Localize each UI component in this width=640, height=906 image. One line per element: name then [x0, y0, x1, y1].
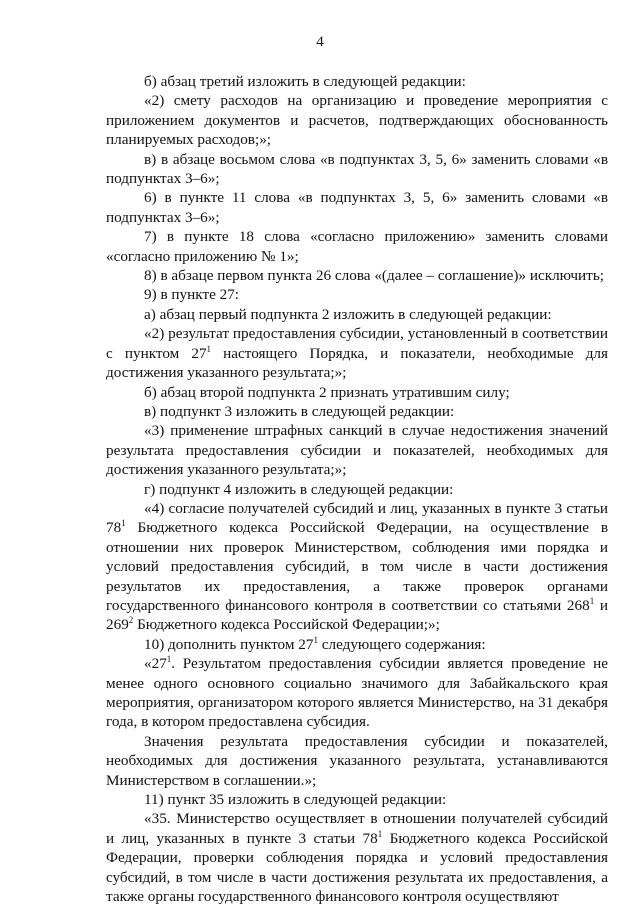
- text-run: «27: [144, 655, 167, 673]
- superscript: 1: [589, 595, 595, 606]
- paragraph: [106, 499, 608, 635]
- paragraph: [106, 732, 608, 790]
- page-number: 4: [316, 34, 324, 50]
- paragraph: [106, 324, 608, 382]
- paragraph: [106, 150, 608, 189]
- text-run: «4) согласие получателей субсидий и лиц, указанных в пункте 3 статьи 78: [106, 499, 608, 537]
- superscript: 1: [313, 634, 318, 645]
- superscript: 1: [121, 518, 126, 529]
- text-run: «2) смету расходов на организацию и проведение мероприятия с приложением документов и расчетов, подтверждающих обоснованность планируемых расходов;»;: [106, 92, 608, 149]
- text-run: б) абзац третий изложить в следующей редакции:: [144, 73, 466, 90]
- text-run: в) в абзаце восьмом слова «в подпунктах 3, 5, 6» заменить словами «в подпунктах 3–6»;: [106, 150, 608, 188]
- paragraph: [106, 227, 608, 266]
- paragraph: [106, 266, 608, 285]
- superscript: 1: [377, 828, 383, 839]
- paragraph: [106, 809, 608, 906]
- text-run: Значения результата предоставления субсидии и показателей, необходимых для достижения указанного результата, устанавливаются Министерством в соглашении.»;: [106, 732, 608, 789]
- text-run: г) подпункт 4 изложить в следующей редакции:: [144, 480, 454, 498]
- paragraph: [106, 188, 608, 227]
- paragraph: [106, 480, 608, 499]
- paragraph: [106, 654, 608, 732]
- paragraph: [106, 790, 608, 809]
- paragraph: [106, 72, 608, 91]
- paragraph: [106, 305, 608, 324]
- text-run: 9) в пункте 27:: [144, 286, 240, 304]
- text-run: 8) в абзаце первом пункта 26 слова «(далее – соглашение)» исключить;: [144, 267, 604, 285]
- text-run: Бюджетного кодекса Российской Федерации;»;: [133, 616, 440, 634]
- text-run: «35. Министерство осуществляет в отношении получателей субсидий и лиц, указанных в пункте 3 статьи 78: [106, 810, 608, 847]
- text-run: настоящего Порядка, и показатели, необходимые для достижения указанного результата;»;: [106, 344, 608, 382]
- paragraph: [106, 383, 608, 402]
- text-run: а) абзац первый подпункта 2 изложить в следующей редакции:: [144, 305, 552, 323]
- superscript: 1: [166, 654, 172, 665]
- text-run: 11) пункт 35 изложить в следующей редакции:: [144, 791, 447, 809]
- text-run: б) абзац второй подпункта 2 признать утратившим силу;: [144, 383, 510, 401]
- paragraph: [106, 285, 608, 304]
- text-run: «3) применение штрафных санкций в случае недостижения значений результата предоставления субсидии и показателей, необходимых для достижения указанного результата;»;: [106, 422, 608, 479]
- document-body: [106, 72, 608, 906]
- text-run: Бюджетного кодекса Российской Федерации, проверки соблюдения порядка и условий предоставления субсидий, в том числе в части достижения результата их предоставления, а также органы государственного финансового контроля осуществляют: [106, 829, 609, 906]
- superscript: 2: [128, 615, 134, 626]
- superscript: 1: [206, 343, 212, 354]
- text-run: в) подпункт 3 изложить в следующей редакции:: [144, 402, 455, 420]
- text-run: 6) в пункте 11 слова «в подпунктах 3, 5, 6» заменить словами «в подпунктах 3–6»;: [106, 189, 608, 226]
- text-run: 7) в пункте 18 слова «согласно приложению» заменить словами «согласно приложению № 1»;: [106, 228, 608, 265]
- paragraph: [106, 635, 608, 654]
- text-run: следующего содержания:: [317, 635, 486, 653]
- text-run: 10) дополнить пунктом 27: [144, 635, 314, 653]
- paragraph: [106, 421, 608, 479]
- text-run: и 269: [106, 596, 608, 634]
- paragraph: [106, 91, 608, 149]
- paragraph: [106, 402, 608, 421]
- text-run: Бюджетного кодекса Российской Федерации, на осуществление в отношении них проверок Министерством, соблюдения ими порядка и условий предоставления субсидий, в том числе в части достижения результатов их предоставления, а также проверок органами государственного финансового контроля в соответствии со статьями 268: [106, 519, 608, 614]
- text-run: «2) результат предоставления субсидии, установленный в соответствии с пунктом 27: [106, 325, 608, 362]
- text-run: . Результатом предоставления субсидии является проведение не менее одного основного социально значимого для Забайкальского края мероприятия, организатором которого является Министерство, на 31 декабря года, в котором предоставлена субсидия.: [106, 655, 608, 731]
